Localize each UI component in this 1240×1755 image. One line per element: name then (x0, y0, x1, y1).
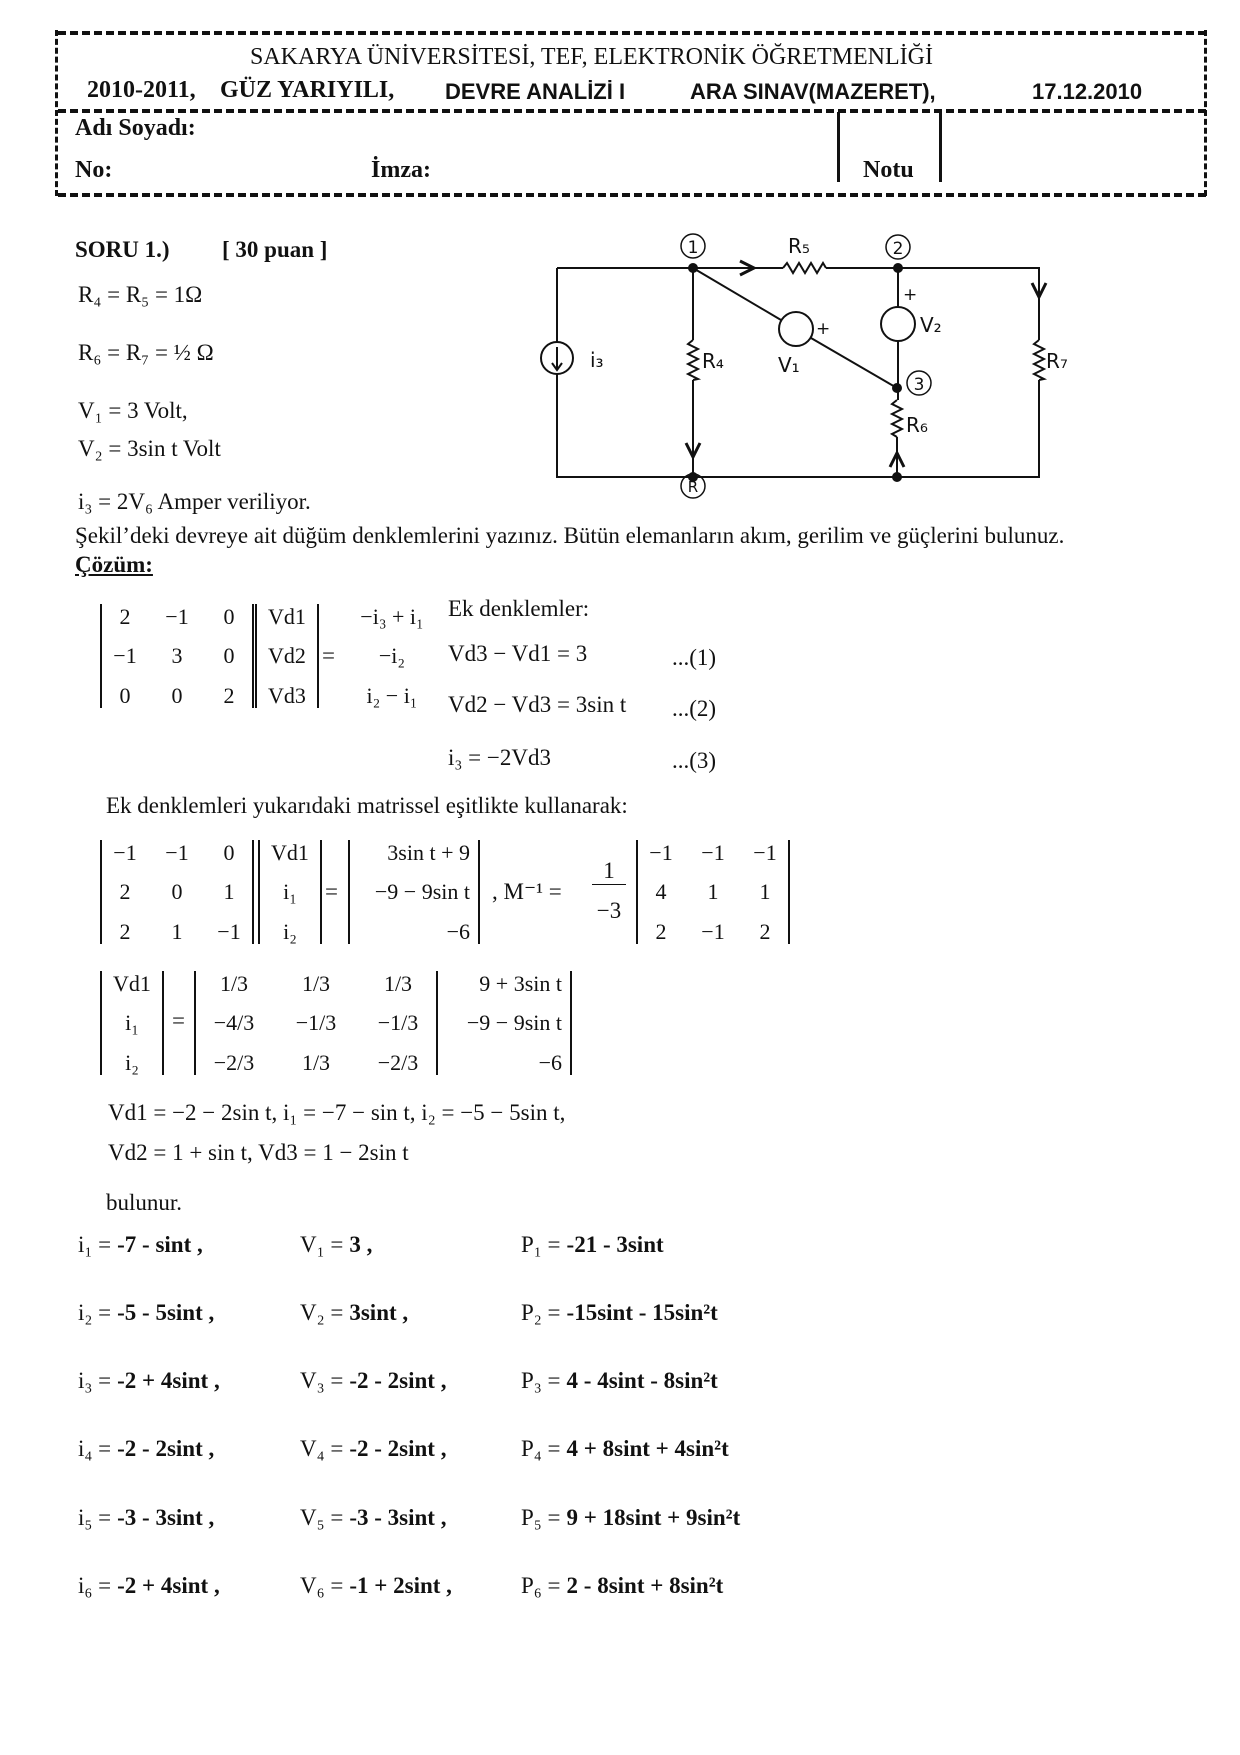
header-border-left (55, 30, 58, 196)
conductance-cell: 3 (171, 643, 183, 669)
current-symbol: i₆ = (78, 1573, 112, 1598)
extra-eq-3-number: ...(3) (672, 748, 717, 773)
matrix-inverse-values (194, 971, 438, 1075)
m-cell: −1 (113, 840, 137, 865)
equals-sign-3: = (172, 1008, 185, 1033)
power-value: 4 + 8sint + 4sin²t (566, 1436, 729, 1461)
m-cell: −1 (217, 918, 241, 944)
power-symbol: P₃ = (521, 1368, 561, 1393)
current-arrows (686, 261, 1046, 467)
extra-equations-title: Ek denklemler: (448, 596, 590, 621)
current-symbol: i₃ = (78, 1368, 112, 1393)
power-result (521, 1368, 718, 1394)
vector-rhs-2 (442, 971, 572, 1075)
voltage-symbol: V₆ = (300, 1573, 344, 1598)
m-inverse-cell: 2 (759, 918, 771, 944)
power-value: 9 + 18sint + 9sin²t (566, 1505, 741, 1530)
node-1-label: 1 (687, 238, 699, 258)
current-result (78, 1300, 214, 1326)
power-result (521, 1436, 729, 1462)
vector-node-voltages (255, 604, 319, 708)
rhs2-cell: 9 + 3sin t (479, 971, 562, 996)
inverse-value-cell: −1/3 (295, 1010, 337, 1036)
v2-plus: + (903, 285, 918, 305)
voltage-result (300, 1505, 446, 1531)
m-inverse-label: , M⁻¹ = (492, 879, 562, 904)
rhs-cell: 3sin t + 9 (387, 840, 470, 865)
conductance-cell: 2 (119, 604, 131, 629)
m-cell: 1 (171, 918, 183, 944)
m-inverse-cell: 1 (759, 879, 771, 905)
m-cell: 1 (223, 879, 235, 905)
voltage-result (300, 1232, 372, 1258)
solution-title: Çözüm: (75, 552, 153, 577)
grade-label: Notu (863, 157, 914, 183)
source-current-cell: −i₂ (378, 643, 406, 669)
voltage-value: 3sint , (349, 1300, 409, 1325)
power-symbol: P₁ = (521, 1232, 561, 1257)
m-inverse-numerator: 1 (592, 858, 626, 885)
current-result (78, 1573, 220, 1599)
number-label: No: (75, 157, 113, 183)
extra-eq-2-number: ...(2) (672, 696, 717, 721)
academic-year: 2010-2011, (87, 77, 196, 103)
current-result (78, 1505, 214, 1531)
node-3-label: 3 (913, 375, 925, 395)
power-result (521, 1573, 723, 1599)
unknown-cell: Vd1 (271, 840, 309, 865)
using-text: Ek denklemleri yukarıdaki matrissel eşitlikte kullanarak: (106, 793, 628, 818)
given-r4-r5: R₄ = R₅ = 1Ω (78, 282, 203, 307)
voltage-symbol: V₅ = (300, 1505, 344, 1530)
node-2-label: 2 (892, 239, 904, 259)
inverse-value-cell: −2/3 (213, 1049, 255, 1075)
header-divider (58, 109, 1206, 113)
term: GÜZ YARIYILI, (220, 77, 395, 103)
power-result (521, 1505, 740, 1531)
source-current-cell: i₂ − i₁ (366, 682, 418, 708)
i3-label: i₃ (590, 348, 604, 372)
power-symbol: P₆ = (521, 1573, 561, 1598)
current-source-i3 (541, 342, 573, 374)
voltage-symbol: V₁ = (300, 1232, 344, 1257)
header-border-bottom (58, 193, 1206, 197)
question-points: [ 30 puan ] (222, 237, 328, 262)
extra-eq-3: i₃ = −2Vd3 (448, 745, 551, 770)
vector-source-currents (342, 604, 442, 708)
m-cell: 2 (119, 918, 131, 944)
conductance-cell: 0 (223, 643, 235, 669)
current-symbol: i₄ = (78, 1436, 112, 1461)
v1-label: V₁ (778, 353, 800, 377)
voltage-result (300, 1436, 446, 1462)
vector-rhs (348, 840, 480, 944)
question-text: Şekil’deki devreye ait düğüm denklemlerini yazınız. Bütün elemanların akım, gerilim ve güçlerini bulunuz. (75, 523, 1065, 548)
solution-cell: i₁ (125, 1010, 139, 1036)
m-cell: −1 (165, 840, 189, 865)
voltage-symbol: V₃ = (300, 1368, 344, 1393)
equals-sign: = (322, 643, 335, 668)
given-v1: V₁ = 3 Volt, (78, 398, 188, 423)
voltage-result (300, 1300, 408, 1326)
extra-eq-1-number: ...(1) (672, 645, 717, 670)
voltage-source-v1 (779, 312, 813, 346)
solution-cell: i₂ (125, 1049, 139, 1075)
voltage-value: -3 - 3sint , (349, 1505, 447, 1530)
resistor-r6 (892, 400, 902, 437)
current-symbol: i₁ = (78, 1232, 112, 1257)
voltage-value: -1 + 2sint , (349, 1573, 452, 1598)
current-value: -5 - 5sint , (117, 1300, 215, 1325)
node-ref-label: R (687, 478, 699, 496)
rhs-cell: −6 (446, 918, 470, 944)
m-inverse-cell: −1 (649, 840, 673, 865)
resistor-r4 (688, 340, 698, 380)
extra-eq-2: Vd2 − Vd3 = 3sin t (448, 692, 627, 717)
current-symbol: i₅ = (78, 1505, 112, 1530)
matrix-conductance (100, 604, 254, 708)
node-voltage-cell: Vd2 (268, 643, 306, 669)
circuit-diagram (540, 220, 1080, 500)
node-voltage-cell: Vd1 (268, 604, 306, 629)
inverse-value-cell: 1/3 (301, 971, 331, 996)
result-line-1: Vd1 = −2 − 2sin t, i₁ = −7 − sin t, i₂ = −5 − 5sin t, (108, 1100, 566, 1125)
current-value: -2 + 4sint , (117, 1368, 220, 1393)
power-value: -15sint - 15sin²t (566, 1300, 718, 1325)
voltage-symbol: V₄ = (300, 1436, 344, 1461)
inverse-value-cell: −2/3 (377, 1049, 419, 1075)
power-symbol: P₂ = (521, 1300, 561, 1325)
current-value: -7 - sint , (117, 1232, 203, 1257)
m-inverse-cell: −1 (753, 840, 777, 865)
m-inverse-cell: 2 (655, 918, 667, 944)
name-label: Adı Soyadı: (75, 115, 196, 141)
power-result (521, 1232, 664, 1258)
m-cell: 0 (223, 840, 235, 865)
current-result (78, 1368, 220, 1394)
m-cell: 2 (119, 879, 131, 905)
r5-label: R₅ (788, 234, 810, 258)
given-i3: i₃ = 2V₆ Amper veriliyor. (78, 489, 311, 514)
power-value: 2 - 8sint + 8sin²t (566, 1573, 724, 1598)
vector-unknowns (258, 840, 322, 944)
voltage-result (300, 1573, 452, 1599)
unknown-cell: i₁ (283, 879, 297, 905)
course-name: DEVRE ANALİZİ I (445, 79, 626, 104)
matrix-m-inverse (636, 840, 790, 944)
found-text: bulunur. (106, 1190, 183, 1215)
conductance-cell: 2 (223, 682, 235, 708)
power-symbol: P₄ = (521, 1436, 561, 1461)
power-symbol: P₅ = (521, 1505, 561, 1530)
power-result (521, 1300, 718, 1326)
current-value: -3 - 3sint , (117, 1505, 215, 1530)
rhs2-cell: −6 (538, 1049, 562, 1075)
current-result (78, 1436, 214, 1462)
exam-date: 17.12.2010 (1032, 79, 1143, 104)
voltage-value: -2 - 2sint , (349, 1368, 447, 1393)
m-inverse-cell: −1 (701, 918, 725, 944)
m-inverse-denominator: −3 (596, 898, 622, 923)
m-inverse-cell: −1 (701, 840, 725, 865)
m-inverse-cell: 1 (707, 879, 719, 905)
node-voltage-cell: Vd3 (268, 682, 306, 708)
exam-type: ARA SINAV(MAZERET), (690, 79, 936, 104)
r7-label: R₇ (1046, 349, 1068, 373)
conductance-cell: −1 (113, 643, 137, 669)
m-inverse-cell: 4 (655, 879, 667, 905)
power-value: -21 - 3sint (566, 1232, 664, 1257)
grade-divider-left (837, 112, 840, 182)
result-line-2: Vd2 = 1 + sin t, Vd3 = 1 − 2sin t (108, 1140, 409, 1165)
resistor-r7 (1034, 340, 1044, 380)
header-border-top (58, 31, 1206, 35)
university-title: SAKARYA ÜNİVERSİTESİ, TEF, ELEKTRONİK ÖĞRETMENLİĞİ (250, 44, 933, 70)
header-border-right (1204, 30, 1207, 196)
voltage-value: -2 - 2sint , (349, 1436, 447, 1461)
rhs2-cell: −9 − 9sin t (466, 1010, 562, 1036)
r4-label: R₄ (702, 349, 724, 373)
voltage-value: 3 , (349, 1232, 373, 1257)
inverse-value-cell: 1/3 (383, 971, 413, 996)
voltage-source-v2 (881, 307, 915, 341)
grade-divider-right (939, 112, 942, 182)
current-value: -2 - 2sint , (117, 1436, 215, 1461)
v2-label: V₂ (920, 313, 942, 337)
solution-cell: Vd1 (113, 971, 151, 996)
question-title: SORU 1.) (75, 237, 170, 262)
r6-label: R₆ (906, 413, 928, 437)
current-symbol: i₂ = (78, 1300, 112, 1325)
current-value: -2 + 4sint , (117, 1573, 220, 1598)
source-current-cell: −i₃ + i₁ (360, 604, 424, 629)
given-r6-r7: R₆ = R₇ = ½ Ω (78, 340, 214, 365)
vector-solution (100, 971, 164, 1075)
conductance-cell: −1 (165, 604, 189, 629)
conductance-cell: 0 (119, 682, 131, 708)
m-cell: 0 (171, 879, 183, 905)
extra-eq-1: Vd3 − Vd1 = 3 (448, 641, 588, 666)
v1-plus: + (816, 319, 831, 339)
voltage-symbol: V₂ = (300, 1300, 344, 1325)
unknown-cell: i₂ (283, 918, 297, 944)
signature-label: İmza: (371, 157, 431, 183)
matrix-m (100, 840, 254, 944)
inverse-value-cell: 1/3 (219, 971, 249, 996)
rhs-cell: −9 − 9sin t (374, 879, 470, 905)
voltage-result (300, 1368, 446, 1394)
conductance-cell: 0 (171, 682, 183, 708)
inverse-value-cell: −1/3 (377, 1010, 419, 1036)
inverse-value-cell: 1/3 (301, 1049, 331, 1075)
conductance-cell: 0 (223, 604, 235, 629)
power-value: 4 - 4sint - 8sin²t (566, 1368, 718, 1393)
current-result (78, 1232, 203, 1258)
resistor-r5 (783, 263, 826, 273)
inverse-value-cell: −4/3 (213, 1010, 255, 1036)
given-v2: V₂ = 3sin t Volt (78, 436, 221, 461)
equals-sign-2: = (325, 879, 338, 904)
